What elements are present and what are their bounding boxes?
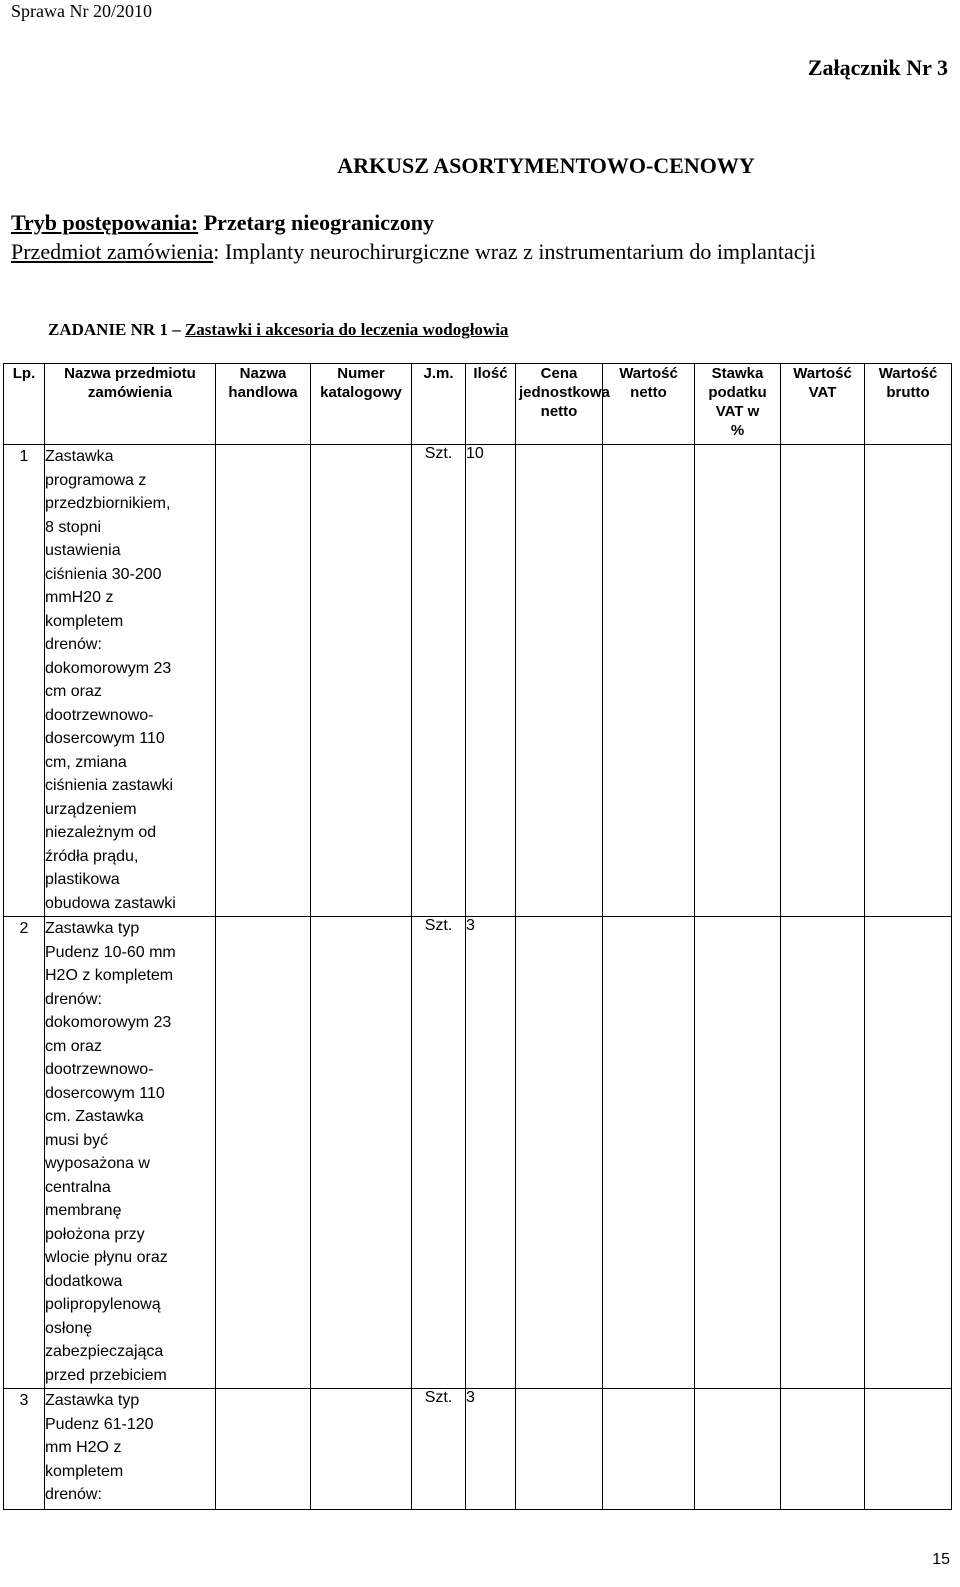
procedure-mode <box>11 210 434 236</box>
table-row <box>4 1389 952 1510</box>
table-row <box>4 917 952 1389</box>
table-header-row <box>4 364 952 445</box>
header-unit-price: Cena jednostkowa netto <box>516 364 603 445</box>
procedure-mode-value: Przetarg nieograniczony <box>203 210 435 235</box>
row-vat-rate <box>695 1389 781 1510</box>
row-unit-price <box>516 1389 603 1510</box>
header-quantity: Ilość <box>466 364 516 445</box>
header-trade-name: Nazwa handlowa <box>216 364 311 445</box>
row-unit-price <box>516 917 603 1389</box>
row-vat-rate <box>695 917 781 1389</box>
row-net-value <box>603 1389 695 1510</box>
header-net-value: Wartość netto <box>603 364 695 445</box>
row-trade-name <box>216 1389 311 1510</box>
header-catalog-number: Numer katalogowy <box>311 364 412 445</box>
header-gross-value: Wartość brutto <box>865 364 952 445</box>
row-unit: Szt. <box>412 445 466 917</box>
row-trade-name <box>216 917 311 1389</box>
procurement-subject <box>11 239 816 265</box>
case-number: Sprawa Nr 20/2010 <box>11 1 152 21</box>
task-prefix: ZADANIE NR 1 – <box>48 320 185 339</box>
task-heading <box>48 319 508 341</box>
row-quantity: 3 <box>466 1389 516 1510</box>
page-number: 15 <box>932 1551 950 1568</box>
row-net-value <box>603 445 695 917</box>
row-vat-value <box>781 917 865 1389</box>
header-lp: Lp. <box>4 364 45 445</box>
row-unit-price <box>516 445 603 917</box>
row-description: Zastawka typ Pudenz 10-60 mm H2O z kompletem drenów: dokomorowym 23 cm oraz dootrzewnowo- dosercowym 110 cm. Zastawka musi być wyposażona w centralna membranę położona przy wlocie płynu oraz dodatkowa polipropylenową osłonę zabezpieczająca przed przebiciem <box>45 917 216 1389</box>
row-trade-name <box>216 445 311 917</box>
row-lp: 2 <box>4 917 45 1389</box>
row-description: Zastawka programowa z przedzbiornikiem, 8 stopni ustawienia ciśnienia 30-200 mmH20 z kompletem drenów: dokomorowym 23 cm oraz dootrzewnowo- dosercowym 110 cm, zmiana ciśnienia zastawki urządzeniem niezależnym od źródła prądu, plastikowa obudowa zastawki <box>45 445 216 917</box>
procurement-subject-label: Przedmiot zamówienia <box>11 239 214 264</box>
row-description: Zastawka typ Pudenz 61-120 mm H2O z kompletem drenów: <box>45 1389 216 1510</box>
sheet-title: ARKUSZ ASORTYMENTOWO-CENOWY <box>337 153 755 178</box>
row-quantity: 10 <box>466 445 516 917</box>
row-lp: 3 <box>4 1389 45 1510</box>
header-unit: J.m. <box>412 364 466 445</box>
procurement-subject-value: : Implanty neurochirurgiczne wraz z instrumentarium do implantacji <box>213 239 816 264</box>
header-vat-value: Wartość VAT <box>781 364 865 445</box>
row-vat-value <box>781 445 865 917</box>
row-quantity: 3 <box>466 917 516 1389</box>
row-gross-value <box>865 1389 952 1510</box>
row-net-value <box>603 917 695 1389</box>
row-gross-value <box>865 445 952 917</box>
row-vat-rate <box>695 445 781 917</box>
price-table <box>3 363 952 1510</box>
row-gross-value <box>865 917 952 1389</box>
row-unit: Szt. <box>412 1389 466 1510</box>
row-catalog-number <box>311 917 412 1389</box>
row-lp: 1 <box>4 445 45 917</box>
procedure-mode-label: Tryb postępowania: <box>11 210 199 235</box>
row-unit: Szt. <box>412 917 466 1389</box>
header-vat-rate: Stawka podatku VAT w % <box>695 364 781 445</box>
header-item-name: Nazwa przedmiotu zamówienia <box>45 364 216 445</box>
row-catalog-number <box>311 1389 412 1510</box>
annex-title: Załącznik Nr 3 <box>807 55 948 80</box>
task-name: Zastawki i akcesoria do leczenia wodogłowia <box>184 320 509 339</box>
table-row <box>4 445 952 917</box>
row-vat-value <box>781 1389 865 1510</box>
row-catalog-number <box>311 445 412 917</box>
